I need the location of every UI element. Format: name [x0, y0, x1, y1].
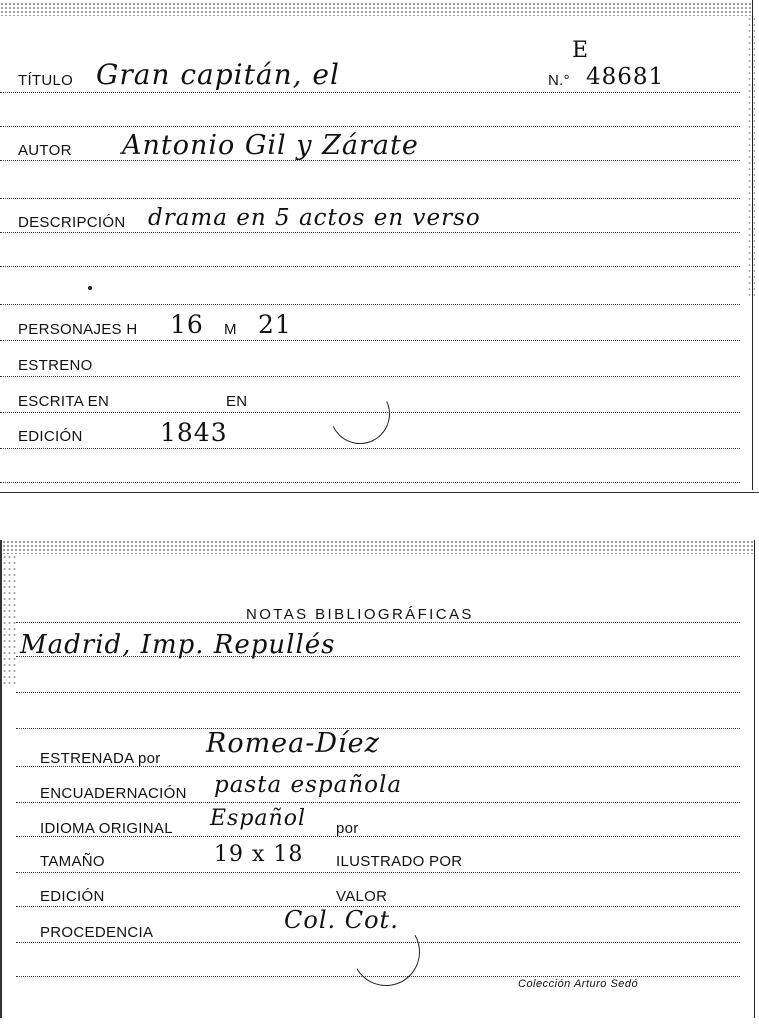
edicion-label: EDICIÓN	[18, 428, 83, 445]
estrenada-label: ESTRENADA por	[40, 750, 161, 767]
series-letter: E	[572, 38, 590, 63]
scan-edge-texture-left	[2, 554, 18, 684]
ruled-line	[0, 448, 740, 449]
ruled-line	[0, 340, 740, 341]
personajes-label: PERSONAJES H	[18, 321, 138, 338]
encuadernacion-label: ENCUADERNACIÓN	[40, 785, 187, 802]
titulo-label: TÍTULO	[18, 72, 74, 89]
ilustrado-label: ILUSTRADO POR	[336, 853, 463, 870]
idioma-por-label: por	[336, 820, 359, 837]
ruled-line	[0, 198, 740, 199]
ink-dot	[88, 286, 92, 290]
idioma-value: Español	[210, 806, 306, 831]
ruled-line	[0, 92, 740, 93]
numero-value: 48681	[586, 64, 665, 90]
estreno-label: ESTRENO	[18, 357, 93, 374]
titulo-value: Gran capitán, el	[96, 58, 340, 91]
notas-heading: NOTAS BIBLIOGRÁFICAS	[246, 606, 474, 623]
edicion-label-back: EDICIÓN	[40, 888, 105, 905]
ruled-line	[0, 376, 740, 377]
encuadernacion-value: pasta española	[214, 772, 403, 798]
valor-label: VALOR	[336, 888, 388, 905]
card-separator	[0, 492, 759, 493]
ruled-line	[16, 872, 740, 873]
catalog-card-front	[0, 0, 753, 490]
descripcion-value: drama en 5 actos en verso	[148, 205, 481, 231]
scan-edge-texture	[0, 2, 752, 16]
ruled-line	[0, 304, 740, 305]
stamp-mark	[322, 376, 399, 453]
descripcion-label: DESCRIPCIÓN	[18, 214, 126, 231]
ruled-line	[0, 266, 740, 267]
idioma-label: IDIOMA ORIGINAL	[40, 820, 173, 837]
autor-value: Antonio Gil y Zárate	[122, 130, 419, 161]
ruled-line	[0, 232, 740, 233]
ruled-line	[0, 126, 740, 127]
escrita-en-label: EN	[226, 393, 248, 410]
tamano-label: TAMAÑO	[40, 853, 105, 870]
estrenada-value: Romea-Díez	[206, 728, 380, 759]
notas-value: Madrid, Imp. Repullés	[20, 630, 336, 660]
scan-edge-texture-right	[747, 16, 755, 296]
numero-label: N.°	[548, 72, 570, 89]
coleccion-credit: Colección Arturo Sedó	[518, 978, 639, 990]
ruled-line	[0, 482, 740, 483]
escrita-label: ESCRITA EN	[18, 393, 110, 410]
procedencia-value: Col. Cot.	[284, 906, 399, 934]
personajes-h-value: 16	[170, 310, 204, 339]
scan-edge-texture	[2, 540, 754, 554]
personajes-m-value: 21	[258, 310, 292, 339]
personajes-m-label: M	[224, 321, 237, 338]
catalog-card-back	[0, 540, 755, 1018]
ruled-line	[16, 692, 740, 693]
autor-label: AUTOR	[18, 142, 72, 159]
tamano-value: 19 x 18	[214, 842, 304, 867]
ruled-line	[16, 802, 740, 803]
procedencia-label: PROCEDENCIA	[40, 924, 154, 941]
edicion-value: 1843	[160, 418, 228, 447]
